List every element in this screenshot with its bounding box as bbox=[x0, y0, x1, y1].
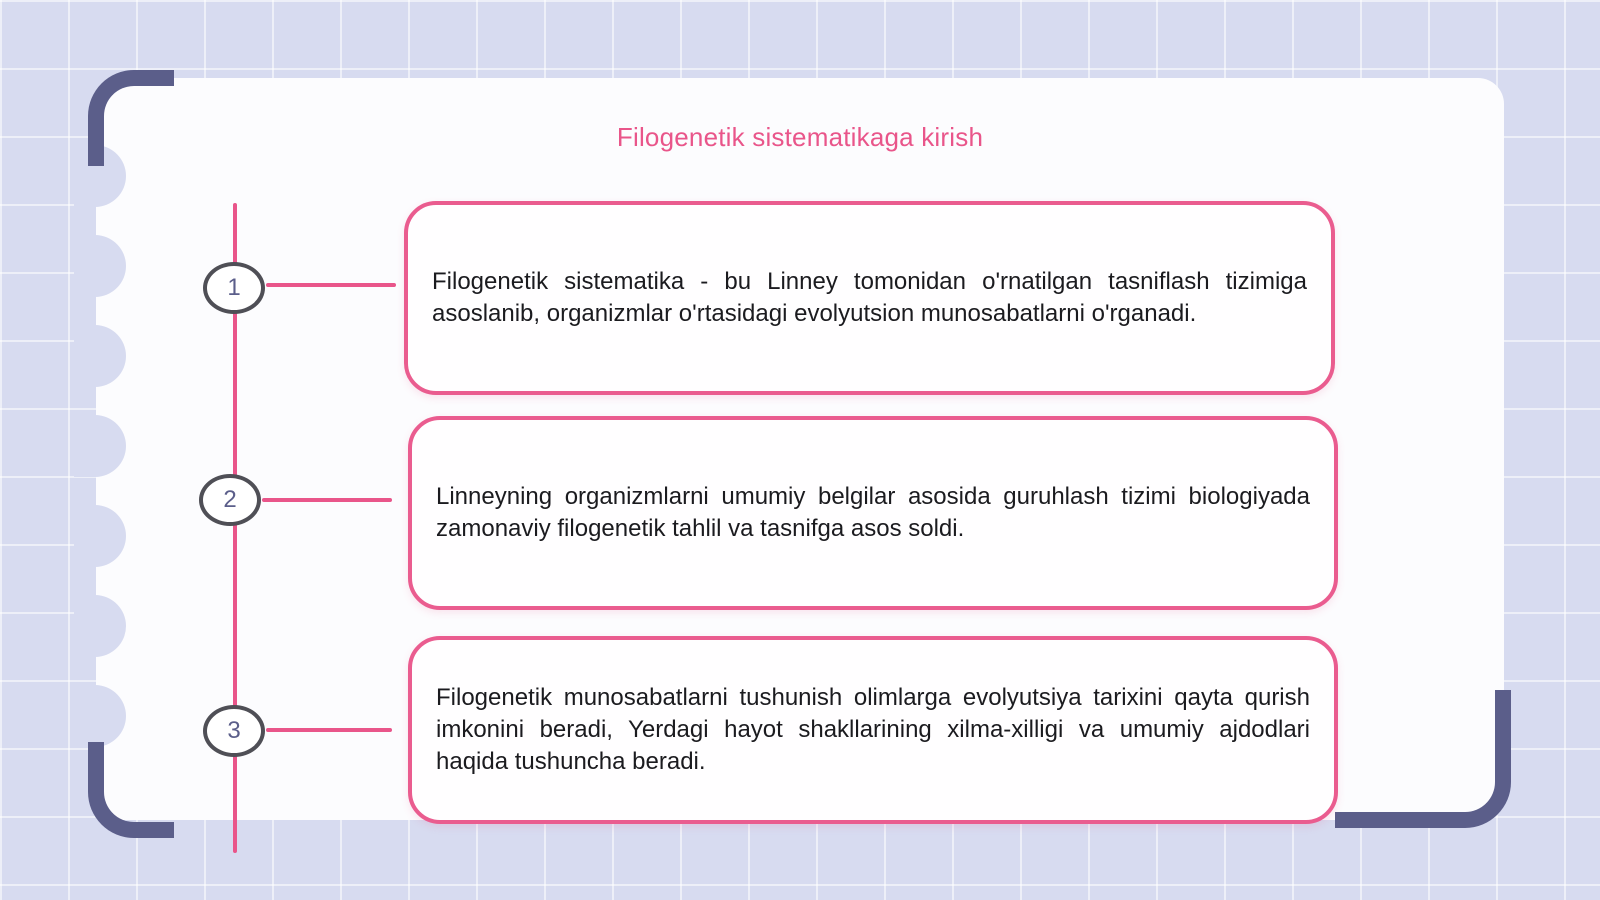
timeline-connector-2 bbox=[262, 498, 392, 502]
info-card-2 bbox=[408, 416, 1338, 610]
info-card-text: Filogenetik munosabatlarni tushunish olimlarga evolyutsiya tarixini qayta qurish imkonini beradi, Yerdagi hayot shakllarining xilma-xilligi va umumiy ajdodlari haqida tushuncha beradi. bbox=[436, 684, 1310, 775]
timeline-connector-3 bbox=[266, 728, 392, 732]
info-card-text: Linneyning organizmlarni umumiy belgilar asosida guruhlash tizimi biologiyada zamonaviy filogenetik tahlil va tasnifga asos soldi. bbox=[436, 483, 1310, 542]
slide-title: Filogenetik sistematikaga kirish bbox=[616, 122, 984, 152]
timeline-connector-1 bbox=[266, 283, 396, 287]
step-number-3: 3 bbox=[203, 705, 265, 757]
info-card-1 bbox=[404, 201, 1335, 395]
corner-bracket-bottom-left bbox=[88, 742, 174, 838]
corner-bracket-bottom-right bbox=[1335, 690, 1511, 828]
step-number-1: 1 bbox=[203, 262, 265, 314]
info-card-text: Filogenetik sistematika - bu Linney tomonidan o'rnatilgan tasniflash tizimiga asoslanib, organizmlar o'rtasidagi evolyutsion munosabatlarni o'rganadi. bbox=[432, 268, 1307, 327]
info-card-3 bbox=[408, 636, 1338, 824]
step-number-2: 2 bbox=[199, 474, 261, 526]
